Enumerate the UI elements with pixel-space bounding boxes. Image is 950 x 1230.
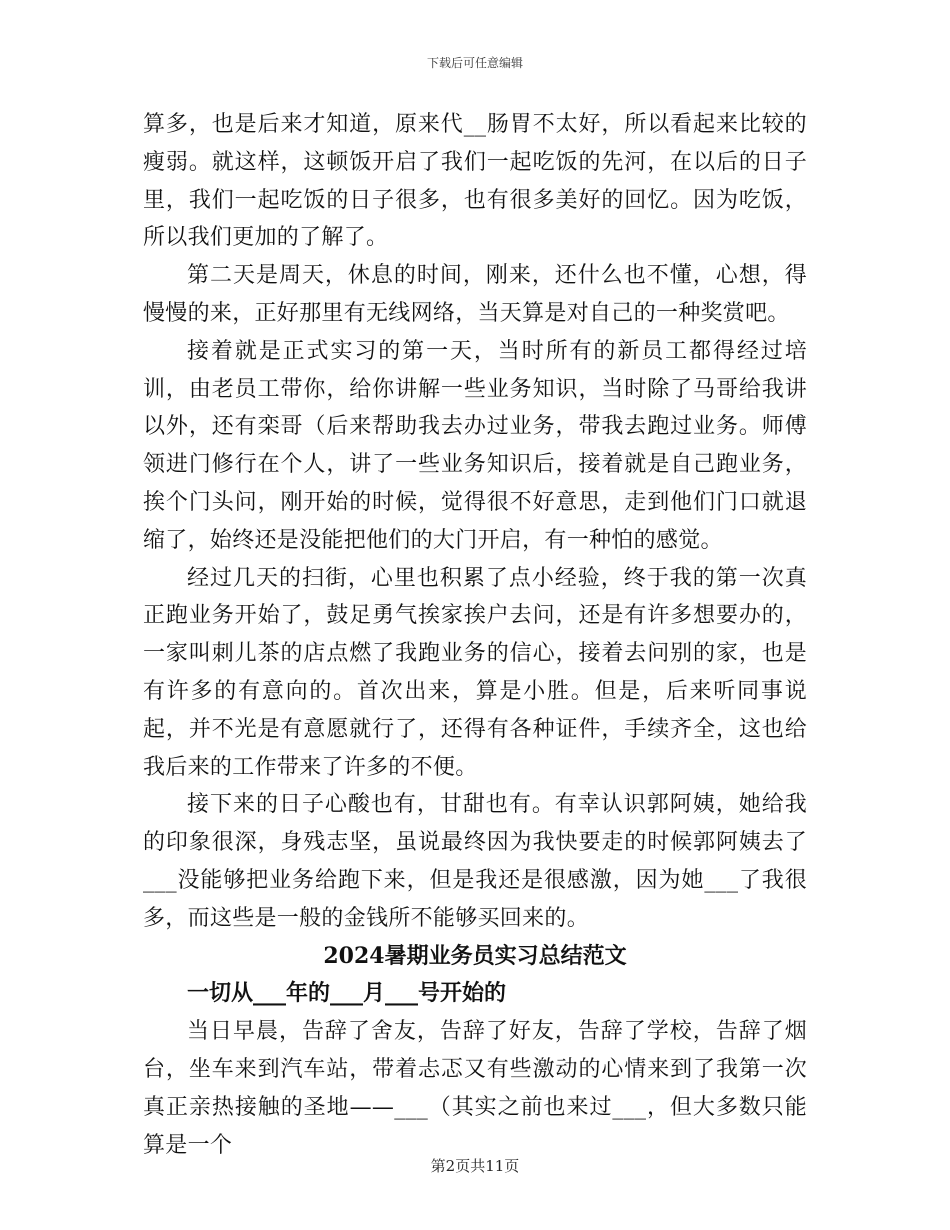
document-body <box>143 106 807 1164</box>
paragraph-4: 经过几天的扫街，心里也积累了点小经验，终于我的第一次真正跑业务开始了，鼓足勇气挨家挨户去问，还是有许多想要办的，一家叫刺儿茶的店点燃了我跑业务的信心，接着去问别的家，也是有许多的有意向的。首次出来，算是小胜。但是，后来听同事说起，并不光是有意愿就行了，还得有各种证件，手续齐全，这也给我后来的工作带来了许多的不便。 <box>143 565 807 780</box>
paragraph-2: 第二天是周天，休息的时间，刚来，还什么也不懂，心想，得慢慢的来，正好那里有无线网络，当天算是对自己的一种奖赏吧。 <box>143 263 807 326</box>
section-subtitle: 一切从___年的___月___号开始的 <box>187 980 507 1007</box>
section-paragraph: 当日早晨，告辞了舍友，告辞了好友，告辞了学校，告辞了烟台，坐车来到汽车站，带着忐忑又有些激动的心情来到了我第一次真正亲热接触的圣地——___（其实之前也来过___，但大多数只能算是一个 <box>143 1019 807 1158</box>
page-header: 下载后可任意编辑 <box>426 56 523 70</box>
paragraph-5: 接下来的日子心酸也有，甘甜也有。有幸认识郭阿姨，她给我的印象很深，身残志坚，虽说最终因为我快要走的时候郭阿姨去了___没能够把业务给跑下来，但是我还是很感激，因为她___了我很多，而这些是一般的金钱所不能够买回来的。 <box>143 792 807 931</box>
paragraph-3: 接着就是正式实习的第一天，当时所有的新员工都得经过培训，由老员工带你，给你讲解一些业务知识，当时除了马哥给我讲以外，还有栾哥（后来帮助我去办过业务，带我去跑过业务。师傅领进门修行在个人，讲了一些业务知识后，接着就是自己跑业务，挨个门头问，刚开始的时候，觉得很不好意思，走到他们门口就退缩了，始终还是没能把他们的大门开启，有一种怕的感觉。 <box>143 338 807 553</box>
page-footer: 第2页共11页 <box>430 1157 520 1175</box>
paragraph-1: 算多，也是后来才知道，原来代__肠胃不太好，所以看起来比较的瘦弱。就这样，这顿饭开启了我们一起吃饭的先河，在以后的日子里，我们一起吃饭的日子很多，也有很多美好的回忆。因为吃饭，所以我们更加的了解了。 <box>143 112 807 251</box>
section-title: 2024暑期业务员实习总结范文 <box>323 942 627 969</box>
